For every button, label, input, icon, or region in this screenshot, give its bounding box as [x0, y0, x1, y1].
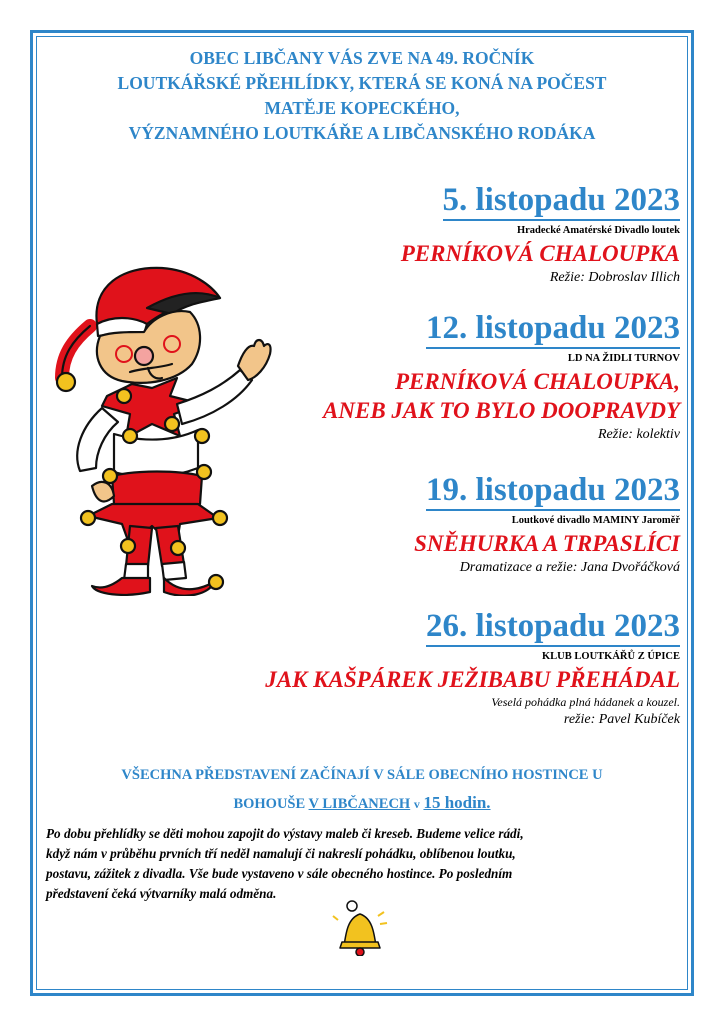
event-title: JAK KAŠPÁREK JEŽIBABU PŘEHÁDAL [265, 667, 680, 692]
start-info-time: 15 hodin. [423, 793, 491, 812]
start-info-v: v [413, 797, 420, 811]
event-2 [220, 310, 680, 444]
event-theatre: Loutkové divadlo MAMINY Jaroměř [511, 515, 680, 526]
event-theatre: KLUB LOUTKÁŘŮ Z ÚPICE [542, 651, 680, 662]
event-credit: Dramatizace a režie: Jana Dvořáčková [459, 560, 680, 575]
event-date: 26. listopadu 2023 [426, 608, 680, 647]
event-title: SNĚHURKA A TRPASLÍCI [414, 531, 680, 556]
invitation-line: VÝZNAMNÉHO LOUTKÁŘE A LIBČANSKÉHO RODÁKA [128, 123, 596, 143]
start-info-line: VŠECHNA PŘEDSTAVENÍ ZAČÍNAJÍ V SÁLE OBECNÍHO HOSTINCE U [121, 767, 603, 783]
event-credit: Režie: Dobroslav Illich [549, 270, 680, 285]
start-info-line [40, 789, 684, 818]
bell-icon [330, 896, 390, 956]
event-date: 12. listopadu 2023 [426, 310, 680, 349]
event-credit: režie: Pavel Kubíček [563, 712, 680, 727]
start-info-host: BOHOUŠE [233, 796, 306, 812]
exhibition-note [46, 824, 682, 904]
note-line: Po dobu přehlídky se děti mohou zapojit do výstavy maleb či kreseb. Budeme velice rádi, [46, 826, 524, 841]
start-info [40, 762, 684, 818]
event-description: Veselá pohádka plná hádanek a kouzel. [491, 695, 680, 709]
invitation-line: MATĚJE KOPECKÉHO, [264, 98, 460, 118]
invitation-line: OBEC LIBČANY VÁS ZVE NA 49. ROČNÍK [189, 48, 535, 68]
start-info-place: V LIBČANECH [308, 796, 411, 812]
note-line: postavu, zážitek z divadla. Vše bude vystaveno v sále obecného hostince. Po posledním [46, 866, 513, 881]
event-theatre: LD NA ŽIDLI TURNOV [567, 353, 680, 364]
event-date: 19. listopadu 2023 [426, 472, 680, 511]
event-1 [220, 182, 680, 287]
note-line: když nám v průběhu prvních tří neděl namalují či nakreslí pohádku, oblíbenou loutku, [46, 846, 516, 861]
event-title: PERNÍKOVÁ CHALOUPKA [400, 241, 680, 266]
event-title: ANEB JAK TO BYLO DOOPRAVDY [323, 398, 680, 423]
event-title: PERNÍKOVÁ CHALOUPKA, [395, 369, 680, 394]
event-date: 5. listopadu 2023 [443, 182, 680, 221]
event-3 [220, 472, 680, 577]
invitation-line: LOUTKÁŘSKÉ PŘEHLÍDKY, KTERÁ SE KONÁ NA POČEST [117, 73, 607, 93]
event-4 [220, 608, 680, 729]
note-line: představení čeká výtvarníky malá odměna. [46, 886, 277, 901]
event-credit: Režie: kolektiv [597, 427, 680, 442]
invitation-header [40, 46, 684, 146]
event-theatre: Hradecké Amatérské Divadlo loutek [516, 225, 680, 236]
